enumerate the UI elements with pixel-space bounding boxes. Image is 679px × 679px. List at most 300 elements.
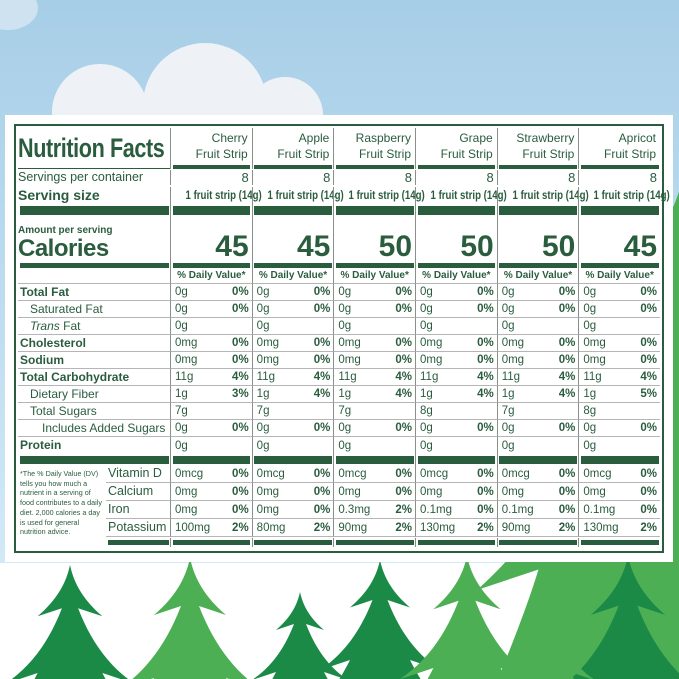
vitamin-value-cell (170, 501, 252, 519)
vitamin-value-cell (170, 483, 252, 501)
divider-bar (336, 456, 414, 464)
nutrient-label: Cholesterol (18, 335, 170, 352)
divider-bar (108, 540, 169, 546)
flavor-subtitle: Fruit Strip (359, 146, 412, 161)
daily-value-percent: 0% (313, 354, 331, 366)
amount-value: 11g (256, 371, 276, 383)
daily-value-percent: 0% (232, 286, 249, 298)
amount-value: 1g (501, 388, 515, 400)
serving-size-value: 1 fruit strip (14g) (185, 190, 262, 202)
nutrient-value-cell (578, 420, 660, 437)
daily-value-percent: 2% (640, 522, 658, 534)
nutrient-value-cell (497, 369, 579, 386)
daily-value-percent: 0% (640, 286, 658, 298)
nutrient-value-cell (415, 386, 497, 403)
divider-bar (581, 456, 659, 464)
vitamin-value-cell (415, 483, 497, 501)
nutrient-value-cell (170, 420, 252, 437)
amount-value: 1g (420, 388, 433, 400)
vitamin-value-cell (333, 519, 415, 537)
nutrient-value-cell (497, 403, 579, 420)
divider-bar (581, 540, 659, 546)
flavor-name-cell (252, 128, 334, 169)
vitamin-row (18, 501, 660, 519)
nutrient-value-cell (415, 420, 497, 437)
nutrient-value-cell (497, 318, 579, 335)
divider-bar-cell (18, 262, 170, 269)
amount-value: 0mg (501, 337, 525, 349)
nutrient-value-cell (333, 318, 415, 335)
daily-value-percent: 4% (558, 371, 576, 383)
divider-bar-cell (170, 454, 252, 465)
vitamin-value-cell (497, 465, 579, 483)
divider-bar-cell (415, 454, 497, 465)
daily-value-percent: 4% (477, 388, 494, 400)
divider-bar (20, 456, 169, 464)
divider-bar-cell (578, 454, 660, 465)
amount-value: 0g (583, 286, 597, 298)
daily-value-header-spacer (18, 269, 170, 284)
flavor-name: Cherry (211, 131, 248, 145)
nutrient-value-cell (415, 318, 497, 335)
daily-value-percent: 0% (395, 337, 413, 349)
flavor-calories-value: 50 (497, 216, 579, 262)
divider-bar-row (18, 204, 660, 216)
daily-value-percent: 0% (640, 337, 658, 349)
flavor-name-cell (578, 128, 660, 169)
daily-value-percent: 2% (395, 522, 413, 534)
vitamin-value-cell (578, 519, 660, 537)
daily-value-header: % Daily Value* (497, 269, 579, 284)
flavor-header-row (18, 128, 660, 169)
divider-bar (173, 206, 251, 215)
daily-value-percent: 0% (313, 337, 331, 349)
flavor-serving-size-value (170, 187, 262, 204)
amount-value: 0g (338, 440, 352, 452)
amount-value: 0g (420, 422, 433, 434)
daily-value-percent: 0% (558, 286, 576, 298)
divider-bar (336, 263, 414, 268)
nutrient-row (18, 301, 660, 318)
divider-bar-cell (415, 538, 497, 547)
flavor-calories-value: 50 (415, 216, 497, 262)
nutrient-value-cell (333, 369, 415, 386)
title-cell (18, 128, 170, 169)
flavor-subtitle: Fruit Strip (440, 146, 493, 161)
amount-value: 0mg (338, 354, 361, 366)
flavor-servings-value: 8 (252, 170, 334, 185)
amount-value: 80mg (256, 522, 286, 534)
vitamin-value-cell (415, 465, 497, 483)
amount-value: 0mg (256, 504, 280, 516)
nutrient-value-cell (170, 369, 252, 386)
daily-value-percent: 0% (558, 468, 576, 480)
amount-value: 0mg (420, 486, 443, 498)
daily-value-percent: 5% (640, 388, 658, 400)
amount-value: 0g (175, 422, 188, 434)
amount-value: 0g (501, 440, 515, 452)
amount-value: 7g (256, 405, 270, 417)
divider-bar-cell (18, 454, 170, 465)
nutrient-label: Trans Fat (18, 318, 170, 335)
nutrient-value-cell (170, 284, 252, 301)
nutrient-label: Total Sugars (18, 403, 170, 420)
nutrient-value-cell (578, 318, 660, 335)
nutrient-value-cell (252, 284, 334, 301)
amount-value: 0mg (175, 504, 198, 516)
nutrient-value-cell (578, 301, 660, 318)
divider-bar (418, 165, 496, 169)
amount-per-serving-label: Amount per serving (18, 225, 113, 236)
flavor-servings-value: 8 (170, 170, 252, 185)
vitamin-value-cell (170, 465, 252, 483)
nutrient-value-cell (497, 301, 579, 318)
nutrient-value-cell (578, 284, 660, 301)
amount-value: 0g (256, 303, 270, 315)
amount-value: 0mg (420, 337, 443, 349)
nutrient-value-cell (170, 352, 252, 369)
daily-value-percent: 4% (395, 371, 413, 383)
divider-bar-cell (170, 538, 252, 547)
amount-value: 0g (501, 303, 515, 315)
amount-value: 11g (583, 371, 602, 383)
daily-value-percent: 0% (477, 422, 494, 434)
amount-value: 0g (175, 320, 188, 332)
amount-value: 0g (338, 286, 352, 298)
divider-bar (254, 456, 332, 464)
nutrient-value-cell (333, 352, 415, 369)
nutrient-value-cell (497, 284, 579, 301)
vitamin-value-cell (252, 501, 334, 519)
nutrient-row (18, 437, 660, 454)
daily-value-percent: 0% (558, 504, 576, 516)
daily-value-percent: 0% (395, 354, 413, 366)
flavor-serving-size-value (333, 187, 426, 204)
vitamin-value-cell (578, 483, 660, 501)
amount-value: 0mg (583, 486, 606, 498)
nutrient-value-cell (333, 386, 415, 403)
daily-value-percent: 2% (395, 504, 413, 516)
amount-value: 11g (501, 371, 521, 383)
vitamin-value-cell (497, 483, 579, 501)
daily-value-header: % Daily Value* (578, 269, 660, 284)
amount-value: 0g (175, 440, 188, 452)
nutrient-row (18, 318, 660, 335)
vitamin-value-cell (415, 519, 497, 537)
flavor-calories-value: 45 (252, 216, 334, 262)
daily-value-percent: 0% (558, 354, 576, 366)
divider-bar (336, 540, 414, 546)
daily-value-percent: 0% (395, 468, 413, 480)
divider-bar-row (18, 262, 660, 269)
daily-value-percent: 2% (313, 522, 331, 534)
nutrient-value-cell (415, 369, 497, 386)
amount-value: 0mcg (501, 468, 530, 480)
divider-bar-cell (497, 262, 579, 269)
amount-value: 0.1mg (501, 504, 534, 516)
nutrient-label: Includes Added Sugars (18, 420, 170, 437)
flavor-calories-value: 45 (578, 216, 660, 262)
daily-value-percent: 0% (640, 486, 658, 498)
divider-bar-cell (333, 454, 415, 465)
nutrient-value-cell (333, 437, 415, 454)
vitamin-value-cell (497, 501, 579, 519)
amount-value: 0g (175, 286, 188, 298)
vitamin-row (18, 483, 660, 501)
calories-label-cell (18, 216, 170, 262)
amount-value: 1g (338, 388, 352, 400)
daily-value-percent: 4% (395, 388, 413, 400)
daily-value-percent: 2% (558, 522, 576, 534)
nutrient-value-cell (578, 352, 660, 369)
daily-value-header: % Daily Value* (415, 269, 497, 284)
daily-value-percent: 0% (477, 504, 494, 516)
nutrient-row (18, 335, 660, 352)
nutrient-value-cell (415, 437, 497, 454)
vitamin-label: Iron (106, 501, 170, 519)
divider-bar-cell (578, 262, 660, 269)
daily-value-header: % Daily Value* (170, 269, 252, 284)
divider-bar (418, 206, 496, 215)
divider-bar-cell (333, 262, 415, 269)
nutrient-value-cell (333, 335, 415, 352)
serving-size-value: 1 fruit strip (14g) (348, 190, 426, 202)
daily-value-percent: 0% (232, 422, 249, 434)
amount-value: 130mg (420, 522, 456, 534)
flavor-servings-value: 8 (578, 170, 660, 185)
nutrient-label: Total Fat (18, 284, 170, 301)
amount-value: 0mg (583, 337, 606, 349)
flavor-servings-value: 8 (415, 170, 497, 185)
daily-value-header: % Daily Value* (333, 269, 415, 284)
divider-bar-cell (415, 262, 497, 269)
nutrient-value-cell (333, 403, 415, 420)
nutrient-value-cell (415, 301, 497, 318)
divider-bar (20, 206, 169, 215)
nutrient-value-cell (497, 437, 579, 454)
divider-bar (418, 263, 496, 268)
amount-value: 100mg (175, 522, 211, 534)
nutrient-label: Dietary Fiber (18, 386, 170, 403)
flavor-serving-size-value (578, 187, 671, 204)
divider-bar-cell (578, 538, 660, 547)
vitamin-value-cell (252, 519, 334, 537)
divider-bar (499, 263, 577, 268)
nutrient-value-cell (252, 352, 334, 369)
servings-label: Servings per container (18, 170, 144, 184)
flavor-serving-size-value (252, 187, 344, 204)
amount-value: 0g (175, 303, 188, 315)
divider-bar-cell (170, 204, 252, 216)
label-title: Nutrition Facts (18, 132, 165, 163)
nutrient-value-cell (497, 386, 579, 403)
amount-value: 0mcg (583, 468, 612, 480)
nutrient-value-cell (333, 420, 415, 437)
divider-bar-cell (252, 538, 334, 547)
daily-value-percent: 2% (232, 522, 249, 534)
daily-value-header-row (18, 269, 660, 284)
calories-label: Calories (18, 235, 109, 262)
daily-value-percent: 0% (558, 337, 576, 349)
flavor-name-cell (497, 128, 579, 169)
amount-value: 0g (501, 320, 515, 332)
amount-value: 0g (338, 320, 352, 332)
serving-size-row (18, 185, 671, 204)
serving-size-value: 1 fruit strip (14g) (267, 190, 344, 202)
daily-value-percent: 0% (313, 468, 331, 480)
daily-value-percent: 0% (232, 337, 249, 349)
daily-value-percent: 0% (313, 286, 331, 298)
nutrient-value-cell (170, 437, 252, 454)
amount-value: 90mg (501, 522, 531, 534)
nutrient-value-cell (252, 437, 334, 454)
nutrient-value-cell (497, 335, 579, 352)
amount-value: 0mg (338, 337, 361, 349)
divider-bar (173, 456, 251, 464)
flavor-name: Grape (459, 131, 493, 145)
nutrients-table (18, 284, 660, 454)
daily-value-percent: 0% (395, 486, 413, 498)
nutrient-row (18, 352, 660, 369)
vitamin-value-cell (333, 483, 415, 501)
vitamin-value-cell (252, 465, 334, 483)
flavor-servings-value: 8 (333, 170, 415, 185)
daily-value-percent: 0% (477, 337, 494, 349)
amount-value: 0g (583, 422, 597, 434)
amount-value: 0g (256, 440, 270, 452)
daily-value-percent: 0% (477, 468, 494, 480)
amount-value: 90mg (338, 522, 368, 534)
amount-value: 0g (338, 422, 352, 434)
daily-value-percent: 0% (477, 486, 494, 498)
divider-bar (173, 263, 251, 268)
amount-value: 0g (256, 286, 270, 298)
amount-value: 1g (175, 388, 188, 400)
nutrient-row (18, 284, 660, 301)
amount-value: 1g (583, 388, 597, 400)
divider-bar-cell (497, 204, 579, 216)
amount-value: 0mg (175, 486, 198, 498)
divider-bar (336, 206, 414, 215)
flavor-name: Apple (298, 131, 330, 145)
amount-value: 0mg (256, 337, 280, 349)
nutrient-value-cell (170, 318, 252, 335)
amount-value: 7g (338, 405, 352, 417)
amount-value: 11g (420, 371, 439, 383)
nutrient-label: Protein (20, 438, 62, 452)
flavor-serving-size-value (415, 187, 507, 204)
amount-value: 1g (256, 388, 270, 400)
amount-value: 0g (420, 286, 433, 298)
nutrition-label (5, 115, 673, 562)
divider-bar (581, 263, 659, 268)
daily-value-percent: 4% (313, 371, 331, 383)
daily-value-percent: 0% (232, 468, 249, 480)
amount-value: 0g (501, 422, 515, 434)
vitamin-row (18, 519, 660, 537)
flavor-subtitle: Fruit Strip (195, 146, 248, 161)
daily-value-percent: 4% (477, 371, 494, 383)
nutrient-value-cell (252, 369, 334, 386)
flavor-serving-size-value (497, 187, 589, 204)
amount-value: 0mcg (175, 468, 204, 480)
serving-size-value: 1 fruit strip (14g) (430, 190, 507, 202)
amount-value: 11g (338, 371, 357, 383)
daily-value-percent: 4% (313, 388, 331, 400)
flavor-name-cell (170, 128, 252, 169)
daily-value-percent: 0% (640, 303, 658, 315)
daily-value-footnote: *The % Daily Value (DV) tells you how much a nutrient in a serving of food contributes to a daily diet. 2,000 calories a day is used for general nutrition advice. (20, 469, 102, 537)
vitamin-label: Potassium (106, 519, 170, 537)
amount-value: 0mg (501, 486, 525, 498)
vitamin-value-cell (333, 465, 415, 483)
amount-value: 0mg (175, 337, 198, 349)
divider-bar (336, 165, 414, 169)
divider-bar-cell (578, 204, 660, 216)
divider-bar (254, 263, 332, 268)
flavor-servings-value: 8 (497, 170, 579, 185)
nutrient-value-cell (170, 335, 252, 352)
amount-value: 0mg (256, 486, 280, 498)
divider-bar-cell (252, 454, 334, 465)
daily-value-percent: 0% (232, 486, 249, 498)
daily-value-percent: 0% (232, 303, 249, 315)
serving-size-value: 1 fruit strip (14g) (593, 190, 671, 202)
nutrient-row (18, 420, 660, 437)
amount-value: 0g (583, 440, 597, 452)
flavor-subtitle: Fruit Strip (277, 146, 330, 161)
nutrient-label: Sodium (18, 352, 170, 369)
amount-value: 0g (420, 440, 433, 452)
nutrient-value-cell (497, 420, 579, 437)
divider-bar (173, 165, 251, 169)
flavor-name: Strawberry (516, 131, 575, 145)
nutrient-value-cell (333, 301, 415, 318)
daily-value-percent: 3% (232, 388, 249, 400)
nutrient-value-cell (497, 352, 579, 369)
amount-value: 8g (583, 405, 597, 417)
amount-value: 0.3mg (338, 504, 371, 516)
amount-value: 0mcg (420, 468, 449, 480)
daily-value-percent: 0% (395, 286, 413, 298)
divider-bar-row (18, 538, 660, 547)
nutrient-value-cell (170, 386, 252, 403)
daily-value-percent: 0% (395, 303, 413, 315)
divider-bar (418, 540, 496, 546)
daily-value-percent: 0% (640, 504, 658, 516)
nutrient-value-cell (252, 420, 334, 437)
daily-value-percent: 0% (395, 422, 413, 434)
vitamin-label: Calcium (106, 483, 170, 501)
amount-value: 0g (256, 320, 270, 332)
divider-bar-cell (497, 454, 579, 465)
vitamin-value-cell (497, 519, 579, 537)
daily-value-percent: 4% (640, 371, 658, 383)
daily-value-percent: 0% (640, 354, 658, 366)
calories-row (18, 216, 660, 262)
daily-value-header: % Daily Value* (252, 269, 334, 284)
amount-value: 0g (256, 422, 270, 434)
daily-value-percent: 0% (477, 303, 494, 315)
flavor-name-cell (333, 128, 415, 169)
amount-value: 0.1mg (583, 504, 616, 516)
nutrient-label: Saturated Fat (18, 301, 170, 318)
divider-bar (254, 206, 332, 215)
amount-value: 0mcg (338, 468, 367, 480)
footnote-spacer (18, 538, 106, 547)
vitamin-value-cell (415, 501, 497, 519)
nutrient-value-cell (333, 284, 415, 301)
